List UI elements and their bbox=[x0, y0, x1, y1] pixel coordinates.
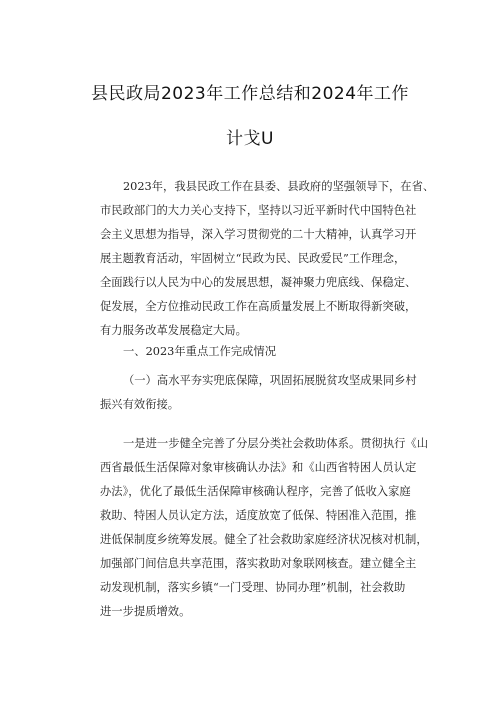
section-heading bbox=[100, 340, 440, 364]
document-title-line-1: 县民政局2023年工作总结和2024年工作 bbox=[90, 84, 410, 104]
paragraph-line: 一是进一步健全完善了分层分类社会救助体系。贯彻执行《山 bbox=[123, 437, 429, 450]
paragraph-line: 救助、特困人员认定方法，适度放宽了低保、特困准入范围，推 bbox=[100, 509, 417, 522]
paragraph-line: 会主义思想为指导，深入学习贯彻党的二十大精神，认真学习开 bbox=[100, 228, 417, 241]
paragraph-line: 有力服务改革发展稳定大局。 bbox=[100, 324, 247, 337]
paragraph-line: 全面践行以人民为中心的发展思想，凝神聚力兜底线、保稳定、 bbox=[100, 276, 417, 289]
paragraph-line: 促发展，全方位推动民政工作在高质量发展上不断取得新突破， bbox=[100, 300, 417, 313]
paragraph-line: （一）高水平夯实兜底保障，巩固拓展脱贫攻坚成果同乡村 bbox=[123, 374, 417, 387]
paragraph-line: 办法》，优化了最低生活保障审核确认程序，完善了低收入家庭 bbox=[100, 485, 411, 498]
paragraph-line: 振兴有效衔接。 bbox=[100, 398, 180, 411]
paragraph-line: 加强部门间信息共享范围，落实救助对象联网核查。建立健全主 bbox=[100, 557, 417, 570]
paragraph-line: 动发现机制，落实乡镇“一门受理、协同办理”机制，社会救助 bbox=[100, 581, 406, 594]
subsection-heading bbox=[100, 369, 440, 417]
intro-paragraph bbox=[100, 175, 440, 343]
paragraph-line: 进一步提质增效。 bbox=[100, 605, 191, 618]
document-title-line-2: 计戈U bbox=[226, 129, 274, 149]
paragraph-line: 2023年，我县民政工作在县委、县政府的坚强领导下，在省、 bbox=[123, 180, 435, 193]
section-heading-text: 一、2023年重点工作完成情况 bbox=[123, 345, 277, 358]
paragraph-line: 西省最低生活保障对象审核确认办法》和《山西省特困人员认定 bbox=[100, 461, 417, 474]
item-paragraph bbox=[100, 432, 440, 624]
paragraph-line: 展主题教育活动，牢固树立“民政为民、民政爱民”工作理念， bbox=[100, 252, 406, 265]
paragraph-line: 进低保制度乡统筹发展。健全了社会救助家庭经济状况核对机制， bbox=[100, 533, 428, 546]
paragraph-line: 市民政部门的大力关心支持下，坚持以习近平新时代中国特色社 bbox=[100, 204, 417, 217]
